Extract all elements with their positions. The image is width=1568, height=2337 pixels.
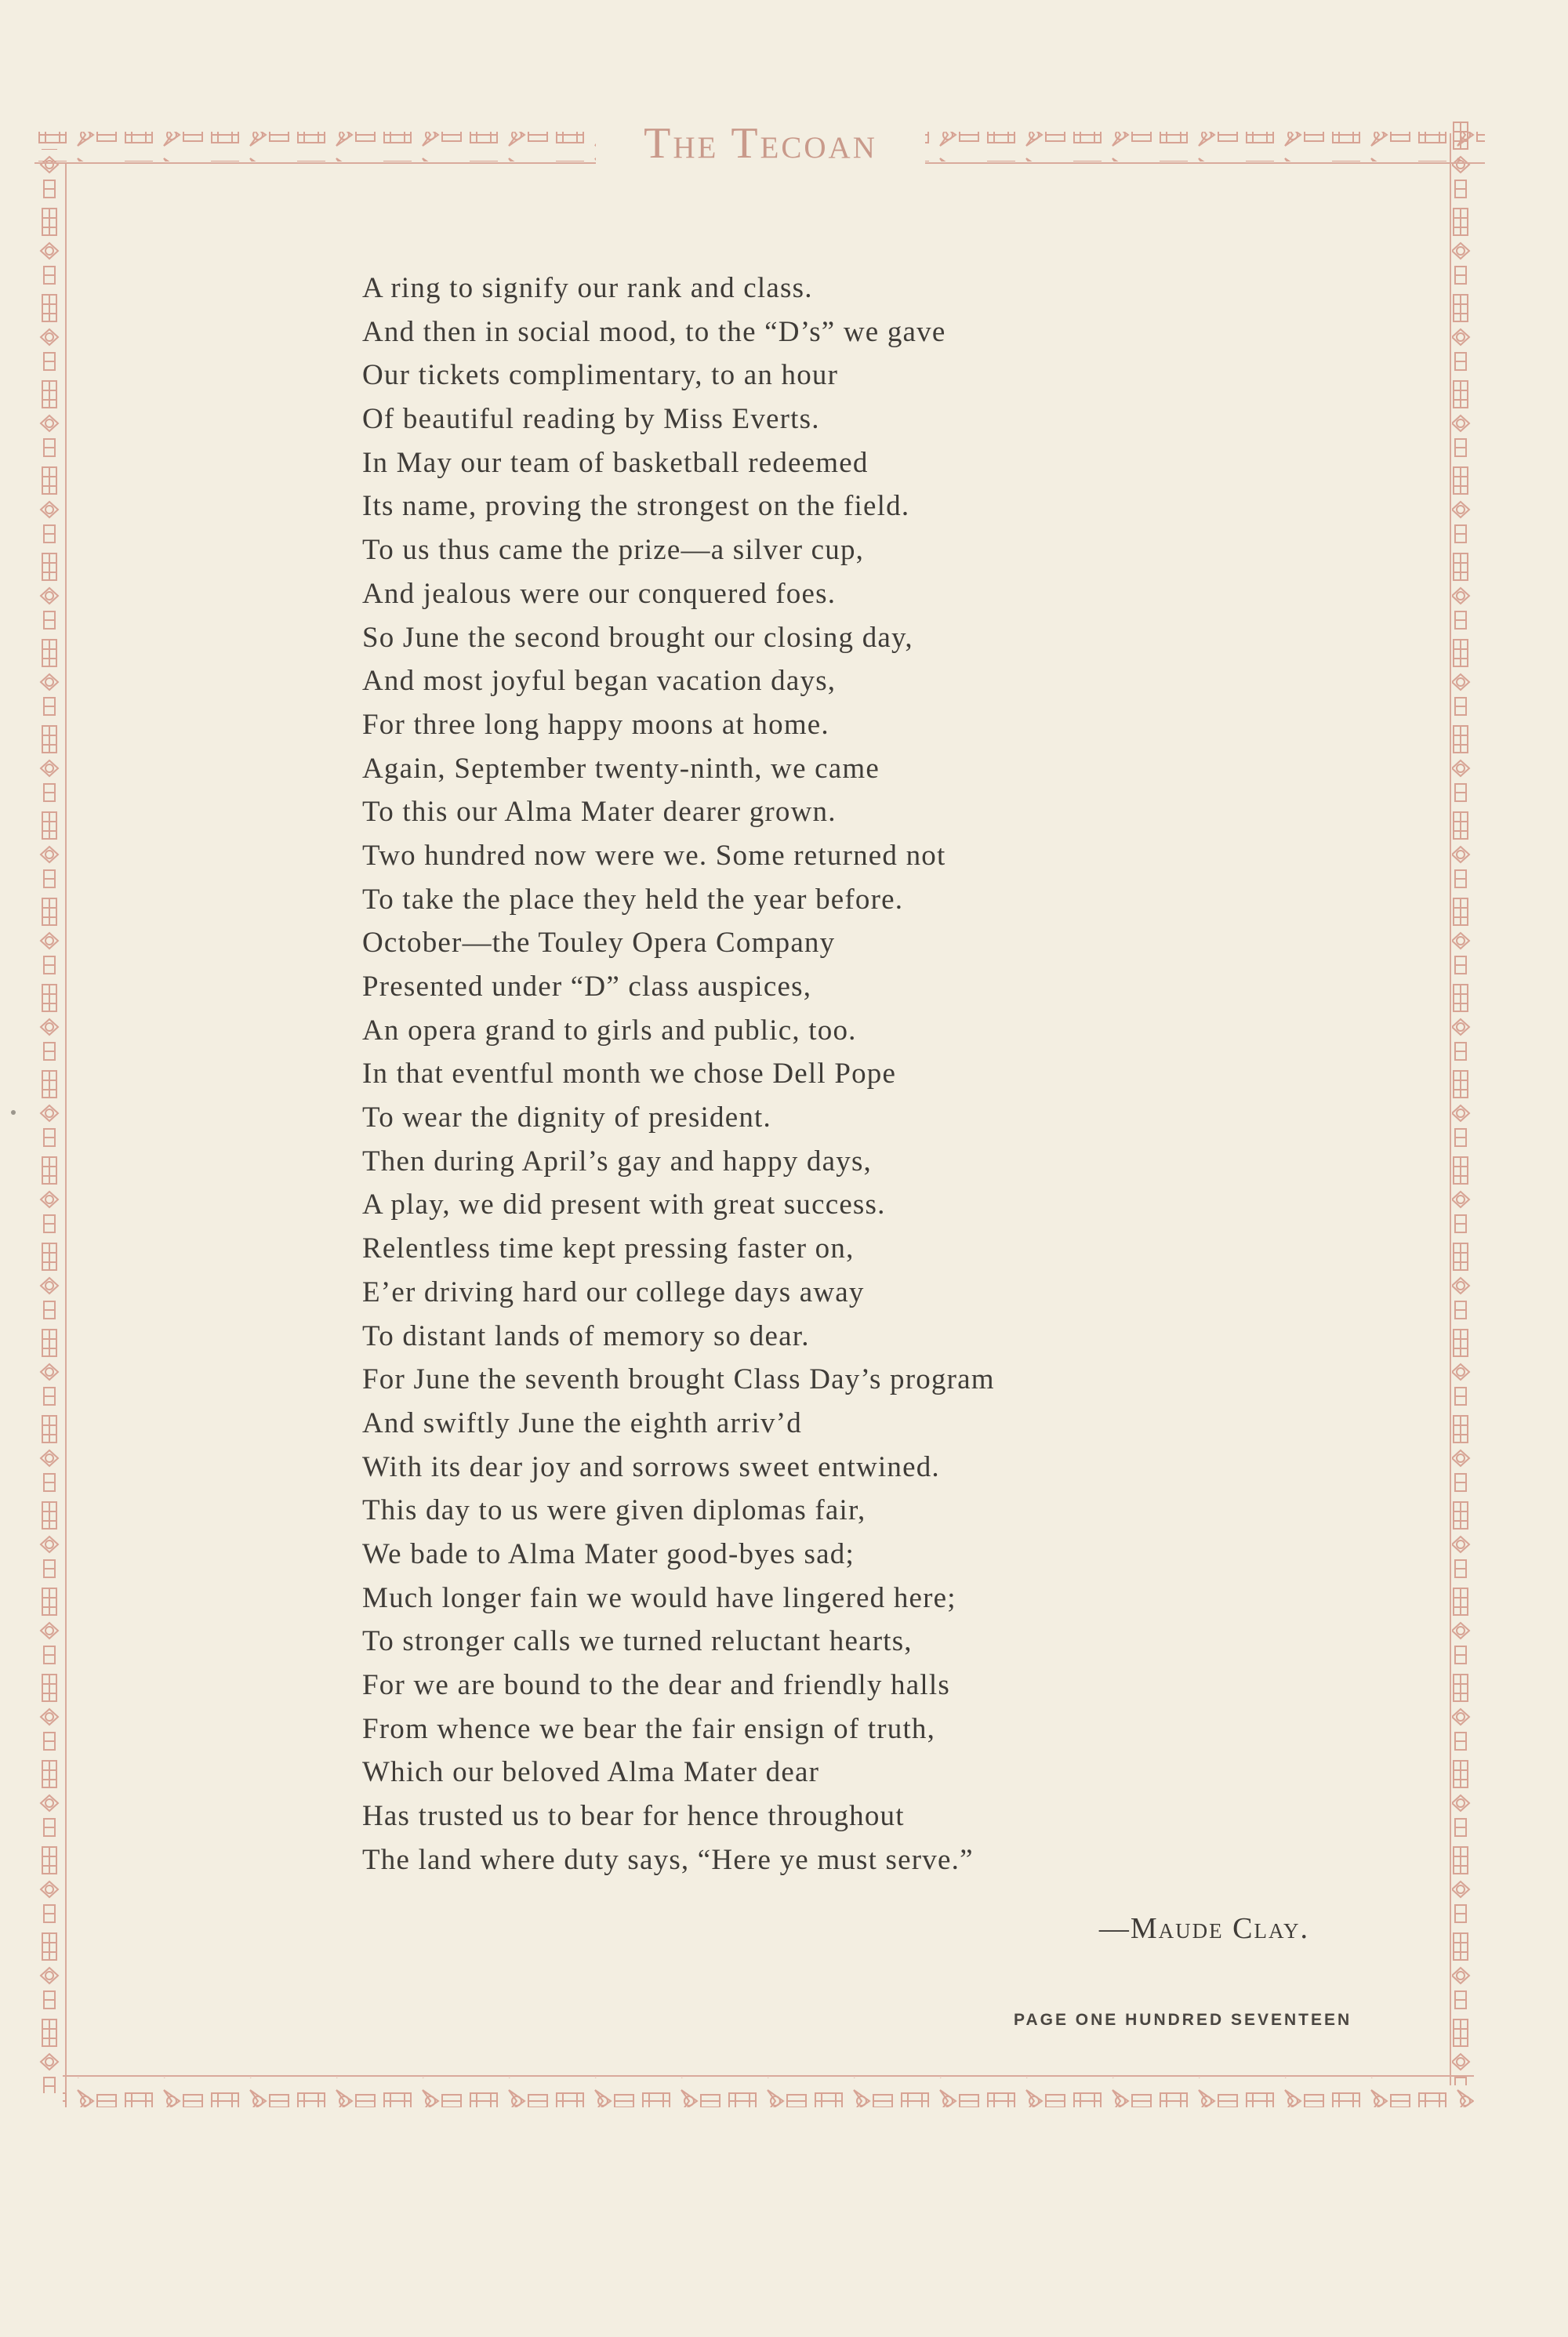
poem-line: Presented under “D” class auspices,: [362, 971, 812, 1003]
poem-line: So June the second brought our closing day,: [362, 621, 913, 654]
border-left: [34, 149, 64, 2093]
poem-line: Which our beloved Alma Mater dear: [362, 1756, 820, 1789]
poem-line: To distant lands of memory so dear.: [362, 1319, 810, 1352]
poem-line: And jealous were our conquered foes.: [362, 577, 837, 610]
poem-body: [362, 267, 1381, 1882]
poem-line: This day to us were given diplomas fair,: [362, 1494, 866, 1527]
poem-line: To stronger calls we turned reluctant hearts,: [362, 1625, 913, 1658]
paper-speck: [11, 1110, 16, 1115]
page-number: PAGE ONE HUNDRED SEVENTEEN: [1014, 2011, 1352, 2029]
poem-line: With its dear joy and sorrows sweet entwined.: [362, 1450, 940, 1483]
poem-line: October—the Touley Opera Company: [362, 927, 836, 960]
poem-line: For three long happy moons at home.: [362, 708, 829, 741]
poem-line: A ring to signify our rank and class.: [362, 272, 813, 304]
poem-line: Has trusted us to bear for hence throughout: [362, 1800, 905, 1833]
poem-line: Then during April’s gay and happy days,: [362, 1145, 873, 1178]
page-header-title: The Tecoan: [596, 116, 925, 171]
poem-line: Again, September twenty-ninth, we came: [362, 752, 880, 785]
poem-line: Its name, proving the strongest on the field.: [362, 490, 910, 523]
poem-line: An opera grand to girls and public, too.: [362, 1014, 857, 1047]
poem-line: And then in social mood, to the “D’s” we gave: [362, 315, 946, 348]
poem-line: In that eventful month we chose Dell Pope: [362, 1058, 897, 1090]
poem-line: E’er driving hard our college days away: [362, 1276, 865, 1308]
poem-line: Two hundred now were we. Some returned not: [362, 839, 946, 872]
poem-line: For June the seventh brought Class Day’s program: [362, 1363, 995, 1396]
poem-line: Of beautiful reading by Miss Everts.: [362, 403, 820, 436]
poem-line: To this our Alma Mater dearer grown.: [362, 796, 837, 829]
poem-author: —Maude Clay.: [1098, 1912, 1309, 1945]
poem-line: From whence we bear the fair ensign of truth,: [362, 1712, 936, 1745]
poem-line: The land where duty says, “Here ye must serve.”: [362, 1843, 974, 1876]
poem-line: Relentless time kept pressing faster on,: [362, 1232, 855, 1265]
poem-line: We bade to Alma Mater good-byes sad;: [362, 1537, 855, 1570]
poem-line: In May our team of basketball redeemed: [362, 446, 869, 479]
poem-line: Much longer fain we would have lingered here;: [362, 1581, 956, 1614]
poem-line: For we are bound to the dear and friendly halls: [362, 1669, 950, 1701]
poem-line: To us thus came the prize—a silver cup,: [362, 534, 865, 567]
poem-line: To wear the dignity of president.: [362, 1101, 771, 1134]
poem-line: A play, we did present with great success.: [362, 1188, 886, 1221]
poem-line: And swiftly June the eighth arriv’d: [362, 1406, 802, 1439]
poem-line: To take the place they held the year before.: [362, 883, 904, 916]
border-right: [1452, 118, 1482, 2085]
border-bottom: [63, 2078, 1474, 2107]
poem-line: And most joyful began vacation days,: [362, 665, 837, 698]
poem-line: Our tickets complimentary, to an hour: [362, 359, 839, 392]
